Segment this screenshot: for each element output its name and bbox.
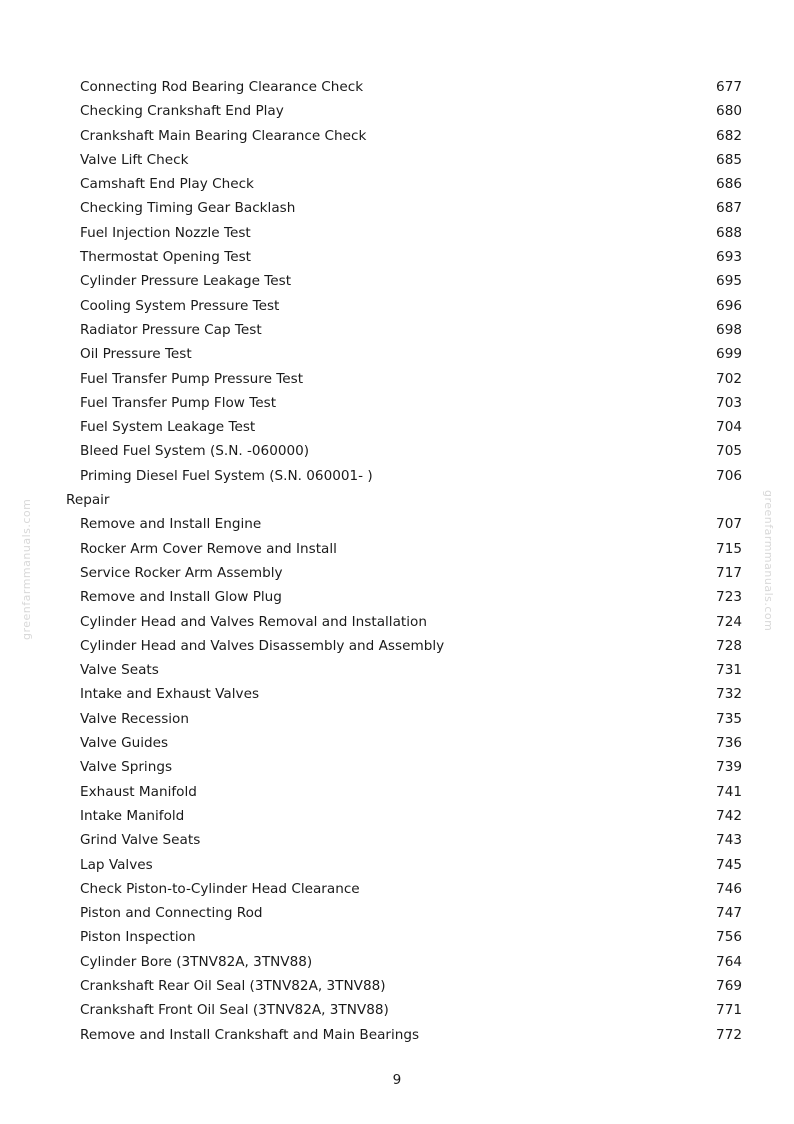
toc-entry[interactable]: [0, 828, 794, 852]
toc-entry-page: 728: [716, 637, 742, 654]
toc-entry-title: Intake and Exhaust Valves: [80, 686, 260, 703]
toc-entry-title: Piston Inspection: [80, 929, 196, 946]
toc-entry-title: Valve Lift Check: [80, 151, 189, 168]
toc-entry-title: Valve Seats: [80, 662, 159, 679]
toc-entry-title: Bleed Fuel System (S.N. -060000): [80, 443, 310, 460]
toc-entry[interactable]: [0, 998, 794, 1022]
toc-entry-title: Fuel Transfer Pump Flow Test: [80, 394, 277, 411]
toc-entry-title: Cylinder Pressure Leakage Test: [80, 273, 292, 290]
toc-entry[interactable]: [0, 172, 794, 196]
toc-entry-title: Cylinder Bore (3TNV82A, 3TNV88): [80, 953, 313, 970]
toc-entry-page: 703: [716, 394, 742, 411]
toc-entry-title: Cylinder Head and Valves Removal and Installation: [80, 613, 427, 630]
toc-entry-page: 715: [716, 540, 742, 557]
toc-entry-page: 686: [716, 176, 742, 193]
toc-entry-page: 723: [716, 589, 742, 606]
toc-entry-page: 731: [716, 662, 742, 679]
toc-entry[interactable]: [0, 707, 794, 731]
toc-entry-page: 705: [716, 443, 742, 460]
toc-entry[interactable]: [0, 634, 794, 658]
toc-entry-page: 688: [716, 224, 742, 241]
toc-entry-title: Connecting Rod Bearing Clearance Check: [80, 79, 364, 95]
toc-entry-page: 743: [716, 832, 742, 849]
watermark-right: greenfarmmanuals.com: [762, 490, 775, 632]
toc-entry[interactable]: [0, 925, 794, 949]
toc-entry[interactable]: [0, 877, 794, 901]
toc-entry-title: Exhaust Manifold: [80, 783, 197, 800]
toc-entry-title: Camshaft End Play Check: [80, 176, 254, 193]
toc-entry-page: 741: [716, 783, 742, 800]
toc-entry-page: 682: [716, 127, 742, 144]
toc-entry-title: Valve Guides: [80, 735, 169, 752]
toc-entry-title: Valve Recession: [80, 710, 189, 727]
toc-entry[interactable]: [0, 367, 794, 391]
toc-entry-page: 707: [716, 516, 742, 533]
toc-entry-page: 747: [716, 905, 742, 922]
toc-entry[interactable]: [0, 464, 794, 488]
toc-entry-page: 687: [716, 200, 742, 217]
toc-entry-page: 742: [716, 807, 742, 824]
toc-entry[interactable]: [0, 585, 794, 609]
toc-entry-title: Crankshaft Rear Oil Seal (3TNV82A, 3TNV88): [80, 977, 386, 994]
toc-entry-page: 756: [716, 929, 742, 946]
toc-section-heading: [0, 488, 794, 512]
toc-entry[interactable]: [0, 901, 794, 925]
toc-entry-title: Grind Valve Seats: [80, 832, 201, 849]
toc-entry-title: Cooling System Pressure Test: [80, 297, 280, 314]
toc-entry[interactable]: [0, 439, 794, 463]
toc-entry[interactable]: [0, 537, 794, 561]
toc-entry-page: 736: [716, 735, 742, 752]
toc-entry-title: Radiator Pressure Cap Test: [80, 321, 262, 338]
toc-entry-title: Fuel System Leakage Test: [80, 419, 256, 436]
toc-entry[interactable]: [0, 658, 794, 682]
toc-entry[interactable]: [0, 561, 794, 585]
toc-entry[interactable]: [0, 318, 794, 342]
toc-entry[interactable]: [0, 512, 794, 536]
toc-entry-title: Remove and Install Glow Plug: [80, 589, 282, 606]
toc-entry-title: Remove and Install Crankshaft and Main Bearings: [80, 1026, 420, 1043]
toc-entry-page: 724: [716, 613, 742, 630]
toc-entry[interactable]: [0, 731, 794, 755]
toc-entry[interactable]: [0, 950, 794, 974]
toc-entry-title: Lap Valves: [80, 856, 153, 873]
toc-entry[interactable]: [0, 1023, 794, 1047]
toc-entry-title: Intake Manifold: [80, 807, 185, 824]
toc-entry-title: Piston and Connecting Rod: [80, 905, 263, 922]
toc-entry-page: 698: [716, 321, 742, 338]
toc-entry-page: 732: [716, 686, 742, 703]
toc-entry-page: 746: [716, 880, 742, 897]
toc-entry-page: 677: [716, 79, 742, 95]
toc-entry-page: 771: [716, 1002, 742, 1019]
toc-entry-title: Remove and Install Engine: [80, 516, 262, 533]
toc-entry-page: 769: [716, 977, 742, 994]
toc-entry-page: 772: [716, 1026, 742, 1043]
toc-entry-page: 717: [716, 564, 742, 581]
toc-entry[interactable]: [0, 221, 794, 245]
toc-entry[interactable]: [0, 610, 794, 634]
toc-entry[interactable]: [0, 755, 794, 779]
toc-entry-page: 764: [716, 953, 742, 970]
toc-entry[interactable]: [0, 269, 794, 293]
toc-entry[interactable]: [0, 415, 794, 439]
toc-entry-page: 696: [716, 297, 742, 314]
toc-entry[interactable]: [0, 682, 794, 706]
toc-entry-title: Fuel Transfer Pump Pressure Test: [80, 370, 304, 387]
toc-entry-page: 680: [716, 103, 742, 120]
toc-entry[interactable]: [0, 99, 794, 123]
toc-entry-title: Crankshaft Main Bearing Clearance Check: [80, 127, 367, 144]
toc-entry-page: 685: [716, 151, 742, 168]
toc-entry[interactable]: [0, 804, 794, 828]
toc-entry[interactable]: [0, 853, 794, 877]
toc-entry-title: Checking Timing Gear Backlash: [80, 200, 296, 217]
toc-entry-title: Fuel Injection Nozzle Test: [80, 224, 251, 241]
toc-entry-title: Checking Crankshaft End Play: [80, 103, 284, 120]
toc-entry-page: 745: [716, 856, 742, 873]
toc-entry-page: 693: [716, 249, 742, 266]
toc-entry-page: 699: [716, 346, 742, 363]
table-of-contents: [0, 75, 794, 1047]
toc-entry[interactable]: [0, 148, 794, 172]
toc-entry[interactable]: [0, 294, 794, 318]
toc-entry-page: 735: [716, 710, 742, 727]
toc-entry[interactable]: [0, 342, 794, 366]
toc-entry-title: Rocker Arm Cover Remove and Install: [80, 540, 337, 557]
toc-entry[interactable]: [0, 75, 794, 99]
toc-entry-page: 704: [716, 419, 742, 436]
toc-entry-title: Thermostat Opening Test: [80, 249, 252, 266]
toc-entry-title: Crankshaft Front Oil Seal (3TNV82A, 3TNV88): [80, 1002, 389, 1019]
toc-entry[interactable]: [0, 245, 794, 269]
toc-entry-title: Check Piston-to-Cylinder Head Clearance: [80, 880, 360, 897]
toc-entry[interactable]: [0, 391, 794, 415]
page-number: 9: [392, 1072, 402, 1088]
toc-entry-title: Cylinder Head and Valves Disassembly and Assembly: [80, 637, 445, 654]
toc-entry-title: Priming Diesel Fuel System (S.N. 060001- ): [80, 467, 373, 484]
watermark-left: greenfarmmanuals.com: [20, 498, 33, 640]
section-title: Repair: [66, 492, 110, 509]
toc-entry[interactable]: [0, 124, 794, 148]
toc-entry-title: Valve Springs: [80, 759, 173, 776]
toc-entry[interactable]: [0, 780, 794, 804]
toc-entry[interactable]: [0, 196, 794, 220]
toc-entry-page: 739: [716, 759, 742, 776]
toc-entry-page: 706: [716, 467, 742, 484]
toc-entry[interactable]: [0, 974, 794, 998]
toc-entry-page: 702: [716, 370, 742, 387]
toc-entry-title: Oil Pressure Test: [80, 346, 192, 363]
toc-entry-page: 695: [716, 273, 742, 290]
toc-entry-title: Service Rocker Arm Assembly: [80, 564, 283, 581]
